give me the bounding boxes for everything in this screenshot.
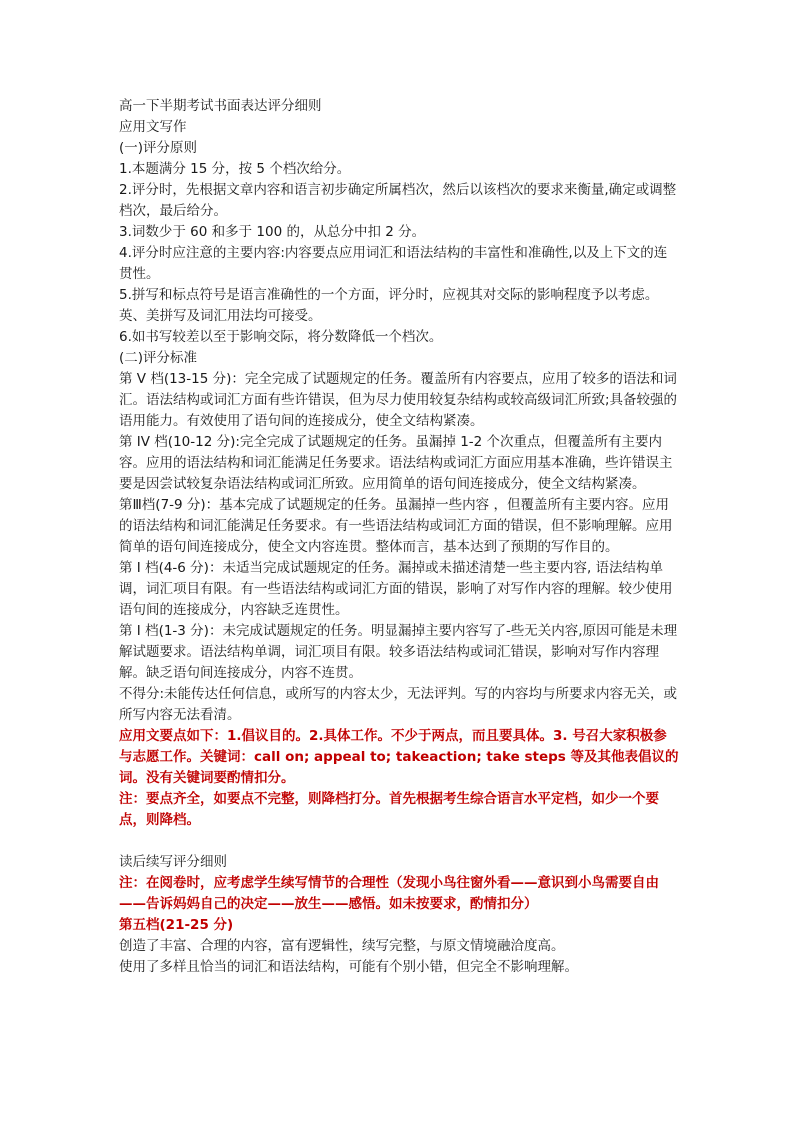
principle-item: 3.词数少于 60 和多于 100 的，从总分中扣 2 分。 — [119, 224, 426, 240]
key-points-note: 注：要点齐全，如要点不完整，则降档打分。首先根据考生综合语言水平定档，如少一个要点，则降档。 — [119, 791, 659, 828]
standard-grade: 第 I 档(1-3 分)：未完成试题规定的任务。明显漏掉主要内容写了-些无关内容,原因可能是未理解试题要求。语法结构单调，词汇项目有限。较多语法结构或词汇错误，影响对写作内容理解。缺乏语句间连接成分，内容不连贯。 — [119, 623, 678, 681]
standards-heading: (二)评分标准 — [119, 350, 198, 366]
principle-item: 1.本题满分 15 分，按 5 个档次给分。 — [119, 161, 351, 177]
section-heading-applied-writing: 应用文写作 — [119, 119, 187, 135]
principle-item: 2.评分时，先根据文章内容和语言初步确定所属档次，然后以该档次的要求来衡量,确定或调整档次，最后给分。 — [119, 182, 677, 219]
standard-no-score: 不得分:未能传达任何信息，或所写的内容太少，无法评判。写的内容均与所要求内容无关，或所写内容无法看清。 — [119, 686, 678, 723]
document-page — [119, 96, 679, 978]
standard-grade: 第Ⅲ档(7-9 分)：基本完成了试题规定的任务。虽漏掉一些内容 ，但覆盖所有主要内容。应用的语法结构和词汇能满足任务要求。有一些语法结构或词汇方面的错误，但不影响理解。应用简单的语句间连接成分，使全文内容连贯。整体而言，基本达到了预期的写作目的。 — [119, 497, 673, 555]
doc-title: 高一下半期考试书面表达评分细则 — [119, 98, 322, 114]
spacer — [119, 831, 679, 852]
principle-item: 5.拼写和标点符号是语言准确性的一个方面，评分时，应视其对交际的影响程度予以考虑。英、美拼写及词汇用法均可接受。 — [119, 287, 659, 324]
standard-grade: 第 IV 档(10-12 分):完全完成了试题规定的任务。虽漏掉 1-2 个次重点，但覆盖所有主要内容。应用的语法结构和词汇能满足任务要求。语法结构或词汇方面应用基本准确，些许错误主要是因尝试较复杂语法结构或词汇所致。应用简单的语句间连接成分，使全文结构紧凑。 — [119, 434, 673, 492]
section-heading-continuation: 读后续写评分细则 — [119, 854, 227, 870]
principles-heading: (一)评分原则 — [119, 140, 198, 156]
continuation-note: 注：在阅卷时，应考虑学生续写情节的合理性（发现小鸟往窗外看——意识到小鸟需要自由——告诉妈妈自己的决定——放生——感悟。如未按要求，酌情扣分） — [119, 875, 659, 912]
standard-grade: 第 V 档(13-15 分)：完全完成了试题规定的任务。覆盖所有内容要点，应用了较多的语法和词汇。语法结构或词汇方面有些许错误，但为尽力使用较复杂结构或较高级词汇所致;具备较强的语用能力。有效使用了语句间的连接成分，使全文结构紧凑。 — [119, 371, 678, 429]
principle-item: 6.如书写较差以至于影响交际，将分数降低一个档次。 — [119, 329, 443, 345]
grade5-line: 使用了多样且恰当的词汇和语法结构，可能有个别小错，但完全不影响理解。 — [119, 959, 578, 975]
grade5-heading: 第五档(21-25 分) — [119, 917, 234, 933]
principle-item: 4.评分时应注意的主要内容:内容要点应用词汇和语法结构的丰富性和准确性,以及上下文的连贯性。 — [119, 245, 668, 282]
standard-grade: 第 I 档(4-6 分)：未适当完成试题规定的任务。漏掉或未描述清楚一些主要内容, 语法结构单调，词汇项目有限。有一些语法结构或词汇方面的错误，影响了对写作内容的理解。较少使用语句间的连接成分，内容缺乏连贯性。 — [119, 560, 673, 618]
key-points: 应用文要点如下：1.倡议目的。2.具体工作。不少于两点，而且要具体。3. 号召大家积极参与志愿工作。关键词：call on; appeal to; takeaction; take steps 等及其他表倡议的词。没有关键词要酌情扣分。 — [119, 728, 679, 786]
grade5-line: 创造了丰富、合理的内容，富有逻辑性，续写完整，与原文情境融洽度高。 — [119, 938, 565, 954]
